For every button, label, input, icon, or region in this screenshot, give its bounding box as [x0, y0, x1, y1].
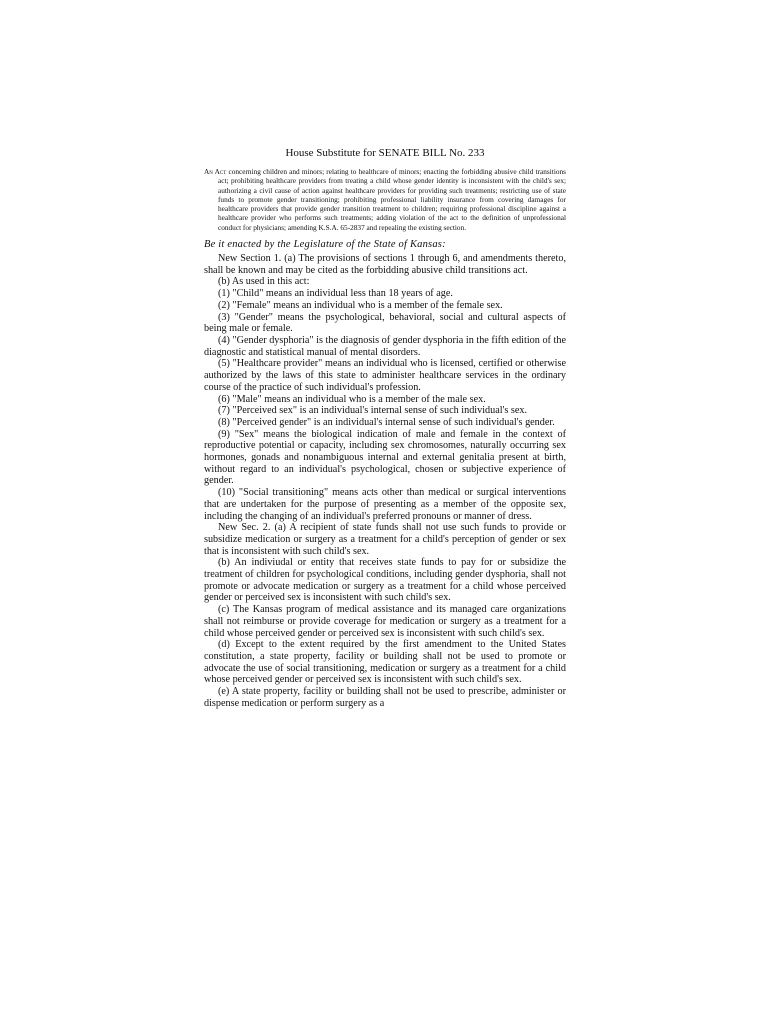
- definition-child: (1) "Child" means an individual less than 18 years of age.: [218, 288, 453, 300]
- bill-body: [204, 253, 566, 709]
- section-2-d: (d) Except to the extent required by the first amendment to the United States constitution, a state property, facility or building shall not be used to promote or advocate the use of social transitioning, medication or surgery as a treatment for a child whose perceived gender or perceived sex is inconsistent with such child's sex.: [204, 639, 566, 686]
- bill-title: House Substitute for SENATE BILL No. 233: [285, 147, 485, 159]
- section-1-a: New Section 1. (a) The provisions of sections 1 through 6, and amendments thereto, shall be known and may be cited as the forbidding abusive child transitions act.: [204, 253, 566, 276]
- act-summary: [204, 167, 566, 232]
- definition-female: (2) "Female" means an individual who is a member of the female sex.: [218, 299, 503, 311]
- section-2-a: New Sec. 2. (a) A recipient of state funds shall not use such funds to provide or subsidize medication or surgery as a treatment for a child's perception of gender or sex that is inconsistent with such child's sex.: [204, 522, 566, 557]
- definition-perceived-sex: (7) "Perceived sex" is an individual's internal sense of such individual's sex.: [218, 405, 528, 417]
- act-summary-text: concerning children and minors; relating to healthcare of minors; enacting the forbidding abusive child transitions act; prohibiting healthcare providers from treating a child whose gender identity is inconsistent with the child's sex; authorizing a civil cause of action against healthcare providers for providing such treatments; restricting use of state funds to promote gender transitioning; prohibiting professional liability insurance from covering damages for healthcare providers that provide gender transition treatment to children; requiring professional discipline against a healthcare provider who performs such treatments; adding violation of the act to the definition of unprofessional conduct for physicians; amending K.S.A. 65-2837 and repealing the existing section.: [218, 167, 566, 232]
- section-2-b: (b) An indiviudal or entity that receives state funds to pay for or subsidize the treatment of children for psychological conditions, including gender dysphoria, shall not promote or advocate medication or surgery as a treatment for a child whose perceived gender or perceived sex is inconsistent with such child's sex.: [204, 557, 566, 604]
- section-2-e: (e) A state property, facility or building shall not be used to prescribe, administer or dispense medication or perform surgery as a: [204, 686, 566, 709]
- section-2-c: (c) The Kansas program of medical assistance and its managed care organizations shall not reimburse or provide coverage for medication or surgery as a treatment for a child whose perceived gender or perceived sex is inconsistent with such child's sex.: [204, 604, 566, 639]
- definition-male: (6) "Male" means an individual who is a member of the male sex.: [218, 393, 486, 405]
- definition-perceived-gender: (8) "Perceived gender" is an individual's internal sense of such individual's gender.: [218, 416, 555, 428]
- definition-gender-dysphoria: (4) "Gender dysphoria" is the diagnosis of gender dysphoria in the fifth edition of the diagnostic and statistical manual of mental disorders.: [204, 335, 566, 358]
- section-1-b: (b) As used in this act:: [218, 276, 310, 288]
- definition-gender: (3) "Gender" means the psychological, behavioral, social and cultural aspects of being male or female.: [204, 311, 566, 335]
- definition-healthcare-provider: (5) "Healthcare provider" means an individual who is licensed, certified or otherwise authorized by the laws of this state to administer healthcare services in the ordinary course of the practice of such individual's profession.: [204, 358, 566, 393]
- definition-sex: (9) "Sex" means the biological indication of male and female in the context of reproductive potential or capacity, including sex chromosomes, naturally occurring sex hormones, gonads and nonambiguous internal and external genitalia present at birth, without regard to an individual's psychological, chosen or subjective experience of gender.: [204, 428, 566, 487]
- bill-page: [204, 146, 566, 710]
- enacting-clause: Be it enacted by the Legislature of the State of Kansas:: [204, 239, 446, 251]
- definition-social-transitioning: (10) "Social transitioning" means acts other than medical or surgical interventions that are undertaken for the purpose of presenting as a member of the opposite sex, including the changing of an individual's preferred pronouns or manner of dress.: [204, 487, 566, 522]
- act-prefix: An Act: [204, 167, 227, 176]
